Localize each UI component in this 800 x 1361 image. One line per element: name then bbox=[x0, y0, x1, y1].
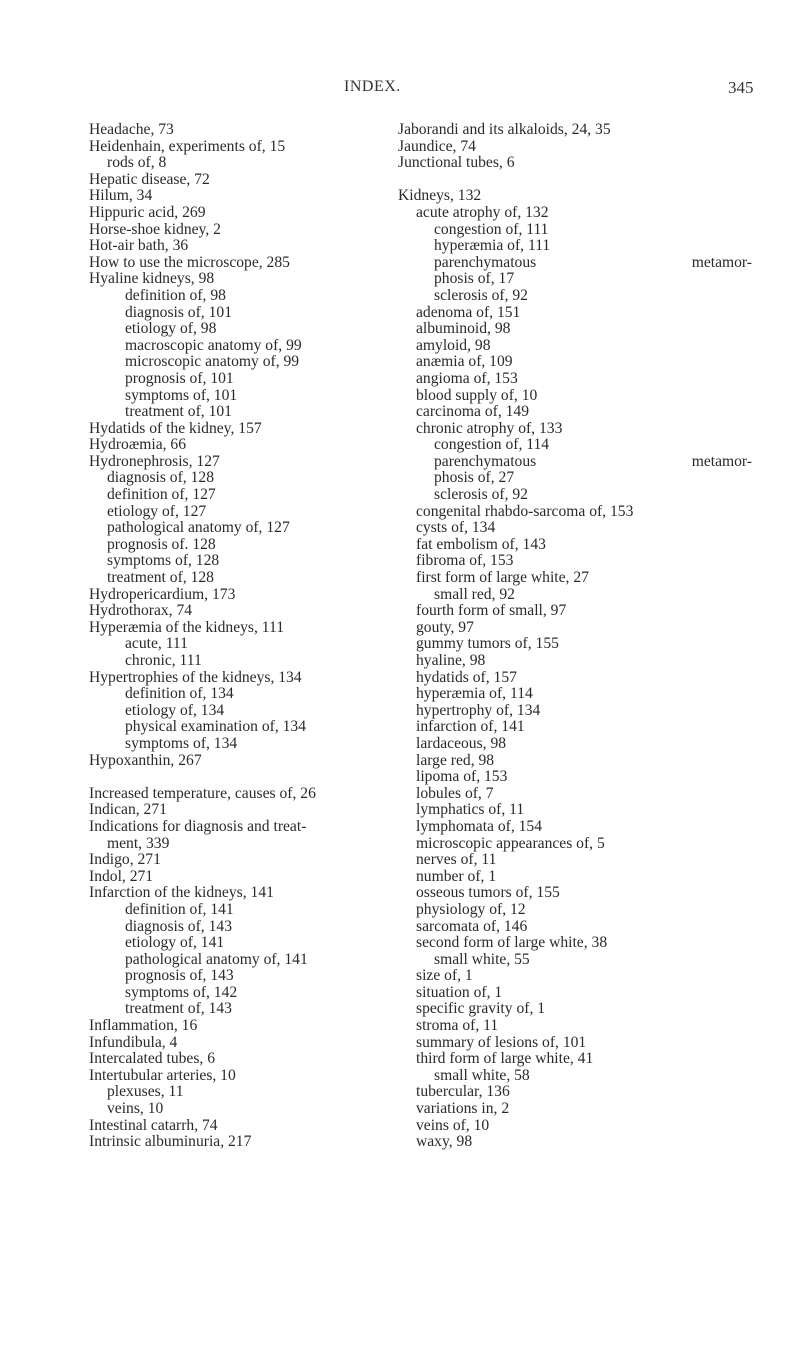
index-subentry: symptoms of, 101 bbox=[125, 386, 238, 404]
index-entry: Hippuric acid, 269 bbox=[89, 203, 206, 221]
index-subentry: diagnosis of, 101 bbox=[125, 303, 232, 321]
index-subentry: etiology of, 134 bbox=[125, 701, 225, 719]
index-subentry: third form of large white, 41 bbox=[416, 1050, 594, 1068]
index-subentry: osseous tumors of, 155 bbox=[416, 884, 560, 902]
index-subentry: hyperæmia of, 111 bbox=[434, 237, 551, 255]
index-subentry: microscopic appearances of, 5 bbox=[416, 834, 605, 852]
index-subentry: pathological anatomy of, 127 bbox=[107, 519, 290, 537]
index-subentry: hydatids of, 157 bbox=[416, 668, 517, 686]
index-subentry: number of, 1 bbox=[416, 867, 497, 885]
index-subentry: second form of large white, 38 bbox=[416, 934, 608, 952]
index-subentry: congenital rhabdo-sarcoma of, 153 bbox=[416, 502, 634, 520]
index-subentry: acute atrophy of, 132 bbox=[416, 203, 549, 221]
index-subentry: prognosis of, 143 bbox=[125, 967, 234, 985]
index-subentry: chronic, 111 bbox=[125, 652, 202, 669]
index-entry: Infarction of the kidneys, 141 bbox=[89, 884, 274, 902]
index-subentry: diagnosis of, 128 bbox=[107, 469, 214, 487]
index-subentry: carcinoma of, 149 bbox=[416, 403, 530, 421]
index-entry: Hilum, 34 bbox=[89, 187, 153, 205]
index-entry: Hot-air bath, 36 bbox=[89, 237, 189, 255]
index-column-left bbox=[89, 122, 409, 1151]
index-subentry: albuminoid, 98 bbox=[416, 320, 511, 338]
index-subentry: gouty, 97 bbox=[416, 618, 474, 636]
index-entry: Hydroæmia, 66 bbox=[89, 436, 187, 454]
index-subentry: definition of, 134 bbox=[125, 685, 234, 703]
index-subentry: macroscopic anatomy of, 99 bbox=[125, 336, 302, 354]
index-subentry: hyperæmia of, 114 bbox=[416, 685, 533, 703]
index-subentry: prognosis of. 128 bbox=[107, 535, 216, 553]
index-entry: Hyaline kidneys, 98 bbox=[89, 270, 215, 288]
index-entry: Hypertrophies of the kidneys, 134 bbox=[89, 668, 302, 686]
index-subentry: lymphatics of, 11 bbox=[416, 801, 525, 819]
index-subentry: physical examination of, 134 bbox=[125, 718, 307, 736]
index-entry: Intertubular arteries, 10 bbox=[89, 1066, 236, 1084]
index-subentry: treatment of, 143 bbox=[125, 1000, 232, 1018]
index-subentry: sclerosis of, 92 bbox=[434, 486, 528, 504]
page-number: 345 bbox=[728, 78, 754, 97]
index-subentry: waxy, 98 bbox=[416, 1133, 473, 1151]
index-subentry: size of, 1 bbox=[416, 967, 473, 985]
entry-hyphenated-tail: metamor- bbox=[691, 253, 752, 271]
index-subentry: phosis of, 27 bbox=[434, 469, 515, 487]
index-entry: Jaundice, 74 bbox=[398, 137, 476, 155]
index-subentry: gummy tumors of, 155 bbox=[416, 635, 559, 653]
index-subentry: anæmia of, 109 bbox=[416, 353, 513, 371]
index-subentry: small white, 58 bbox=[434, 1066, 530, 1084]
index-entry: Intercalated tubes, 6 bbox=[89, 1050, 215, 1068]
index-subentry: large red, 98 bbox=[416, 751, 495, 769]
index-subentry: etiology of, 127 bbox=[107, 502, 207, 520]
index-subentry: situation of, 1 bbox=[416, 983, 503, 1001]
index-subentry: symptoms of, 128 bbox=[107, 552, 220, 570]
index-subentry: congestion of, 111 bbox=[434, 220, 549, 238]
index-subentry: physiology of, 12 bbox=[416, 900, 526, 918]
index-subentry: microscopic anatomy of, 99 bbox=[125, 353, 300, 371]
index-subentry: cysts of, 134 bbox=[416, 519, 496, 537]
index-entry: Indican, 271 bbox=[89, 801, 167, 819]
index-entry: How to use the microscope, 285 bbox=[89, 253, 290, 271]
index-subentry: phosis of, 17 bbox=[434, 270, 515, 288]
index-subentry: lipoma of, 153 bbox=[416, 768, 508, 786]
index-subentry: lymphomata of, 154 bbox=[416, 817, 543, 835]
index-subentry: infarction of, 141 bbox=[416, 718, 525, 736]
index-subentry: tubercular, 136 bbox=[416, 1083, 510, 1101]
index-subentry: fourth form of small, 97 bbox=[416, 602, 567, 620]
index-entry: Indigo, 271 bbox=[89, 851, 161, 869]
index-subentry: first form of large white, 27 bbox=[416, 569, 589, 587]
index-entry: Indications for diagnosis and treat- bbox=[89, 817, 307, 835]
index-subentry: fat embolism of, 143 bbox=[416, 535, 546, 553]
index-subentry: etiology of, 98 bbox=[125, 320, 217, 338]
index-subentry: etiology of, 141 bbox=[125, 934, 225, 952]
index-entry: Indol, 271 bbox=[89, 867, 154, 885]
running-head: INDEX. bbox=[344, 78, 401, 95]
index-subentry: definition of, 127 bbox=[107, 486, 216, 504]
index-entry: Heidenhain, experiments of, 15 bbox=[89, 137, 286, 155]
page-header bbox=[0, 78, 800, 104]
index-entry: Hydatids of the kidney, 157 bbox=[89, 419, 262, 437]
index-entry: Hyperæmia of the kidneys, 111 bbox=[89, 618, 285, 636]
section-gap bbox=[398, 172, 738, 189]
index-subentry: variations in, 2 bbox=[416, 1100, 510, 1118]
index-subentry: symptoms of, 142 bbox=[125, 983, 238, 1001]
index-subentry: small white, 55 bbox=[434, 950, 530, 968]
index-subentry: treatment of, 101 bbox=[125, 403, 232, 421]
entry-hyphenated-tail: metamor- bbox=[691, 452, 752, 470]
index-entry: Infundibula, 4 bbox=[89, 1033, 178, 1051]
index-subentry: blood supply of, 10 bbox=[416, 386, 538, 404]
index-subentry bbox=[398, 253, 752, 272]
index-subentry: ment, 339 bbox=[107, 834, 170, 852]
index-subentry: definition of, 141 bbox=[125, 900, 234, 918]
index-entry: Hydronephrosis, 127 bbox=[89, 452, 220, 470]
index-entry: Kidneys, 132 bbox=[398, 187, 482, 205]
entry-text: parenchymatous bbox=[434, 253, 537, 271]
index-entry: Intestinal catarrh, 74 bbox=[89, 1116, 218, 1134]
index-entry: Increased temperature, causes of, 26 bbox=[89, 784, 316, 802]
index-subentry: stroma of, 11 bbox=[416, 1017, 499, 1035]
index-entry: Horse-shoe kidney, 2 bbox=[89, 220, 221, 238]
index-entry: Jaborandi and its alkaloids, 24, 35 bbox=[398, 121, 611, 138]
index-subentry: prognosis of, 101 bbox=[125, 369, 234, 387]
index-entry: Hypoxanthin, 267 bbox=[89, 751, 202, 769]
index-subentry: nerves of, 11 bbox=[416, 851, 497, 869]
index-subentry: hyaline, 98 bbox=[416, 652, 486, 669]
index-subentry: veins of, 10 bbox=[416, 1116, 490, 1134]
index-subentry: angioma of, 153 bbox=[416, 369, 518, 387]
index-subentry: amyloid, 98 bbox=[416, 336, 491, 354]
index-subentry: definition of, 98 bbox=[125, 286, 226, 304]
index-subentry: adenoma of, 151 bbox=[416, 303, 521, 321]
index-subentry: diagnosis of, 143 bbox=[125, 917, 232, 935]
index-entry: Headache, 73 bbox=[89, 121, 174, 138]
entry-text: parenchymatous bbox=[434, 452, 537, 470]
index-subentry: fibroma of, 153 bbox=[416, 552, 514, 570]
index-column-right bbox=[398, 121, 752, 1151]
index-subentry: chronic atrophy of, 133 bbox=[416, 419, 563, 437]
index-subentry: treatment of, 128 bbox=[107, 569, 214, 587]
index-entry: Inflammation, 16 bbox=[89, 1017, 198, 1035]
index-subentry: pathological anatomy of, 141 bbox=[125, 950, 308, 968]
index-subentry: sclerosis of, 92 bbox=[434, 286, 528, 304]
index-entry: Hydropericardium, 173 bbox=[89, 585, 236, 603]
index-subentry: summary of lesions of, 101 bbox=[416, 1033, 587, 1051]
index-subentry: specific gravity of, 1 bbox=[416, 1000, 546, 1018]
index-subentry: veins, 10 bbox=[107, 1100, 164, 1118]
index-subentry: lobules of, 7 bbox=[416, 784, 494, 802]
index-entry: Hydrothorax, 74 bbox=[89, 602, 193, 620]
index-entry: Intrinsic albuminuria, 217 bbox=[89, 1133, 252, 1151]
index-subentry: congestion of, 114 bbox=[434, 436, 550, 454]
index-entry: Hepatic disease, 72 bbox=[89, 170, 210, 188]
index-subentry: sarcomata of, 146 bbox=[416, 917, 528, 935]
section-gap bbox=[89, 769, 409, 786]
index-subentry: acute, 111 bbox=[125, 635, 188, 653]
index-subentry: hypertrophy of, 134 bbox=[416, 701, 541, 719]
index-subentry: lardaceous, 98 bbox=[416, 734, 507, 752]
index-subentry bbox=[398, 452, 752, 471]
index-subentry: rods of, 8 bbox=[107, 154, 167, 172]
index-subentry: small red, 92 bbox=[434, 585, 515, 603]
index-subentry: symptoms of, 134 bbox=[125, 734, 238, 752]
index-subentry: plexuses, 11 bbox=[107, 1083, 184, 1101]
index-entry: Junctional tubes, 6 bbox=[398, 154, 515, 172]
